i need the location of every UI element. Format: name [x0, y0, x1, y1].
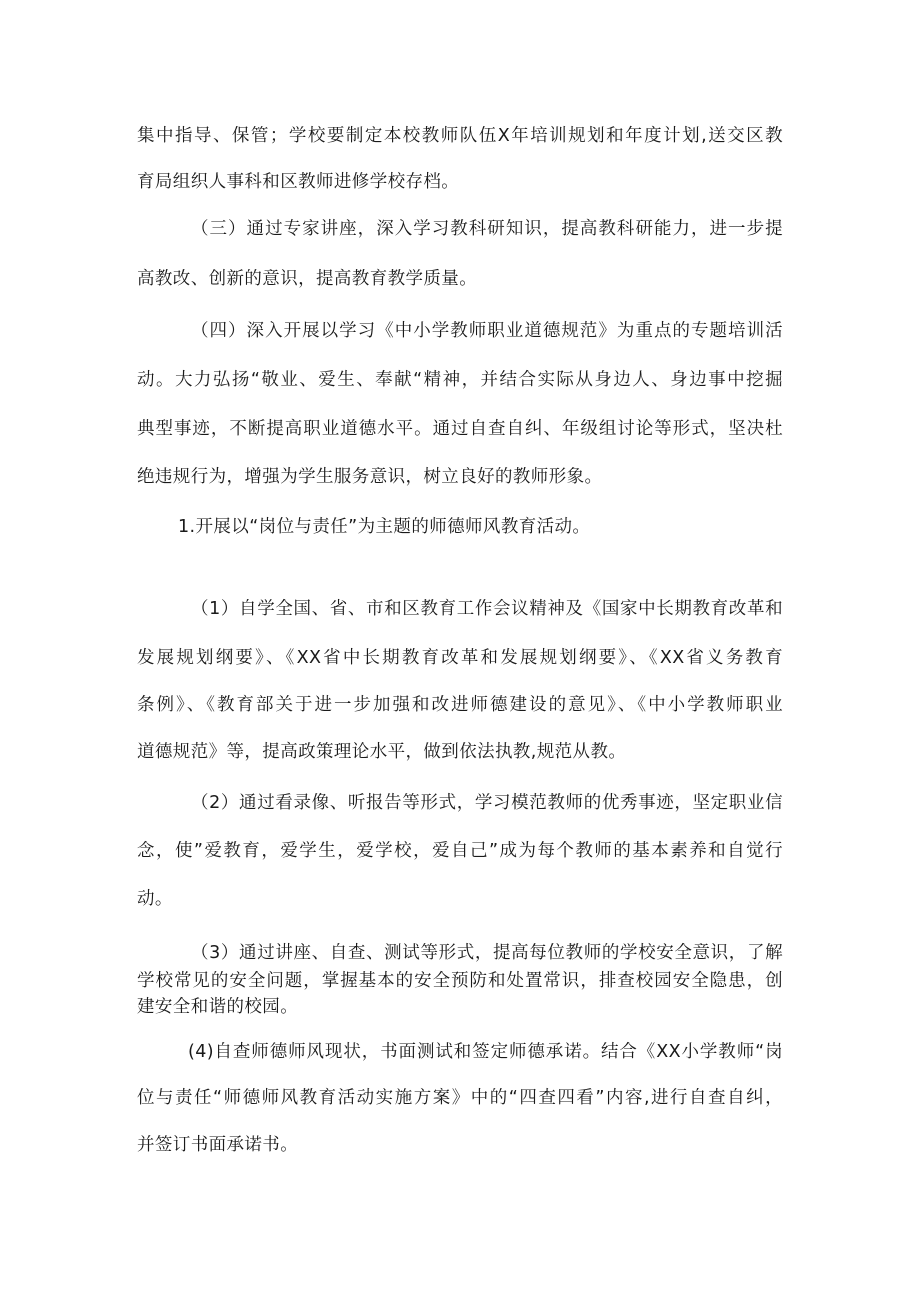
text-line: 典型事迹，不断提高职业道德水平。通过自查自纠、年级组讨论等形式，坚决杜 [137, 419, 783, 439]
text-line: 建安全和谐的校园。 [137, 997, 299, 1017]
text-line: （三）通过专家讲座，深入学习教科研知识，提高教科研能力，进一步提 [191, 219, 783, 239]
text-line: 位与责任“师德师风教育活动实施方案》中的“四查四看”内容,进行自查自纠， [137, 1088, 783, 1108]
text-line: 绝违规行为，增强为学生服务意识，树立良好的教师形象。 [137, 467, 603, 487]
text-line: （四）深入开展以学习《中小学教师职业道德规范》为重点的专题培训活 [191, 321, 783, 341]
text-line: 高教改、创新的意识，提高教育教学质量。 [137, 269, 478, 289]
text-line: 条例》、《教育部关于进一步加强和改进师德建设的意见》、《中小学教师职业 [137, 695, 783, 715]
text-line: 念，使”爱教育，爱学生，爱学校，爱自己”成为每个教师的基本素养和自觉行 [137, 841, 783, 861]
text-line: 道德规范》等，提高政策理论水平，做到依法执教,规范从教。 [137, 742, 627, 762]
text-line: 动。 [137, 889, 173, 909]
text-line: （3）通过讲座、自查、测试等形式，提高每位教师的学校安全意识，了解 [191, 943, 783, 963]
section-heading: 1.开展以“岗位与责任”为主题的师德师风教育活动。 [178, 517, 591, 537]
text-line: 动。大力弘扬“敬业、爱生、奉献“精神，并结合实际从身边人、身边事中挖掘 [137, 370, 783, 390]
text-line: 集中指导、保管；学校要制定本校教师队伍X年培训规划和年度计划,送交区教 [137, 126, 783, 146]
text-line: （2）通过看录像、听报告等形式，学习模范教师的优秀事迹，坚定职业信 [191, 793, 783, 813]
text-line: 学校常见的安全问题，掌握基本的安全预防和处置常识，排查校园安全隐患，创 [137, 971, 783, 991]
text-line: 并签订书面承诺书。 [137, 1135, 299, 1155]
text-line: (4)自查师德师风现状，书面测试和签定师德承诺。结合《XX小学教师“岗 [188, 1042, 783, 1062]
text-line: 育局组织人事科和区教师进修学校存档。 [137, 172, 460, 192]
text-line: 发展规划纲要》、《XX省中长期教育改革和发展规划纲要》、《XX省义务教育 [137, 648, 783, 668]
text-line: （1）自学全国、省、市和区教育工作会议精神及《国家中长期教育改革和 [191, 599, 783, 619]
